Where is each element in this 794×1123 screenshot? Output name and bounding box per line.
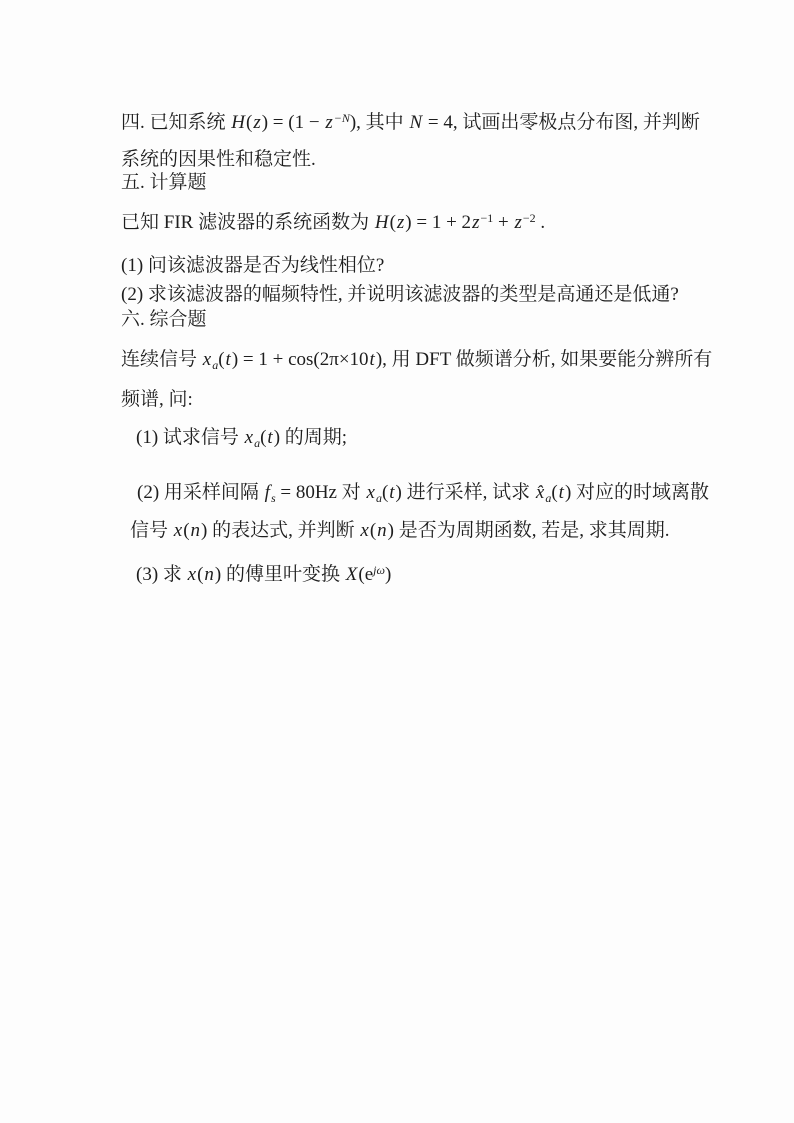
math-run: ) xyxy=(214,564,222,585)
math-superscript: −2 xyxy=(522,211,536,225)
math-variable: x xyxy=(202,349,212,370)
text-run: 对 xyxy=(336,482,366,503)
math-run: ) = 1 + cos(2π×10 xyxy=(231,349,369,370)
math-run: ) = (1 − xyxy=(261,112,325,133)
text-run: , 用 DFT 做频谱分析, 如果要能分辨所有 xyxy=(382,349,713,370)
math-variable: z xyxy=(325,112,333,133)
math-subscript: a xyxy=(545,491,552,505)
math-run: ( xyxy=(389,212,396,233)
math-run: ) = 1 + 2 xyxy=(405,212,472,233)
section5-heading xyxy=(121,172,207,194)
text-run: 连续信号 xyxy=(121,349,202,370)
math-superscript: jω xyxy=(373,563,385,577)
math-variable: x xyxy=(244,427,254,448)
math-superscript: −1 xyxy=(480,211,494,225)
math-variable: X xyxy=(345,564,358,585)
math-subscript: a xyxy=(212,358,219,372)
math-variable: t xyxy=(558,482,564,503)
section4-intro-line2 xyxy=(121,149,316,171)
math-variable: x xyxy=(360,520,369,541)
math-subscript: s xyxy=(270,491,276,505)
math-variable: x̂ xyxy=(535,482,545,503)
math-variable: H xyxy=(374,212,389,233)
math-run: ( xyxy=(246,112,253,133)
math-run: ) xyxy=(387,520,394,541)
section6-item2-line2 xyxy=(130,520,669,542)
math-run: ( xyxy=(551,482,558,503)
math-subscript: a xyxy=(375,491,382,505)
section6-item2-line1 xyxy=(137,482,709,504)
text-run: , 其中 xyxy=(356,112,409,133)
math-variable: f xyxy=(264,482,270,503)
section6-intro-line2 xyxy=(121,389,193,411)
math-variable: H xyxy=(231,112,245,133)
math-variable: n xyxy=(190,520,201,541)
section6-heading xyxy=(121,309,207,331)
text-run: 的表达式, 并判断 xyxy=(207,520,360,541)
text-run: 的周期; xyxy=(280,427,348,448)
section6-item1 xyxy=(136,427,347,449)
text-run: (3) 求 xyxy=(136,564,187,585)
math-run: ( xyxy=(260,427,267,448)
text-run: 频谱, 问: xyxy=(121,389,193,410)
math-run: ( xyxy=(218,349,225,370)
math-run: ( xyxy=(183,520,190,541)
math-run: . xyxy=(535,212,546,233)
text-run: 对应的时域离散 xyxy=(571,482,710,503)
math-run: ( xyxy=(369,520,377,541)
math-run: + xyxy=(493,212,514,233)
text-run: 已知 FIR 滤波器的系统函数为 xyxy=(121,212,374,233)
math-variable: t xyxy=(369,349,375,370)
math-run: ( xyxy=(381,482,389,503)
math-run: ) xyxy=(201,520,208,541)
text-run: 五. 计算题 xyxy=(121,172,207,193)
math-subscript: a xyxy=(254,436,261,450)
section5-item2 xyxy=(121,284,679,306)
math-variable: x xyxy=(187,564,197,585)
math-variable: t xyxy=(389,482,395,503)
text-run: (2) 用采样间隔 xyxy=(137,482,264,503)
math-run: = 4 xyxy=(423,112,453,133)
text-run: 信号 xyxy=(130,520,173,541)
math-run: ) xyxy=(564,482,572,503)
text-run: (1) 试求信号 xyxy=(136,427,244,448)
math-run: ) xyxy=(384,564,392,585)
section4-intro-line1 xyxy=(121,112,700,134)
math-variable: z xyxy=(396,212,405,233)
math-variable: z xyxy=(253,112,261,133)
math-variable: t xyxy=(267,427,273,448)
text-run: 四. 已知系统 xyxy=(121,112,231,133)
text-run: 进行采样, 试求 xyxy=(401,482,535,503)
math-variable: z xyxy=(472,212,480,233)
text-run: 的傅里叶变换 xyxy=(221,564,345,585)
math-variable: N xyxy=(409,112,423,133)
text-run: (2) 求该滤波器的幅频特性, 并说明该滤波器的类型是高通还是低通? xyxy=(121,284,679,305)
text-run: 六. 综合题 xyxy=(121,309,207,330)
math-run: ) xyxy=(395,482,402,503)
text-run: , 试画出零极点分布图, 并判断 xyxy=(452,112,700,133)
section5-given xyxy=(121,212,545,234)
text-run: 系统的因果性和稳定性. xyxy=(121,149,316,170)
section5-item1 xyxy=(121,255,384,277)
math-run: ) xyxy=(273,427,281,448)
math-run: = 80Hz xyxy=(275,482,337,503)
math-variable: z xyxy=(514,212,522,233)
math-variable: x xyxy=(366,482,375,503)
text-run: 是否为周期函数, 若是, 求其周期. xyxy=(393,520,670,541)
math-variable: x xyxy=(173,520,183,541)
math-variable: n xyxy=(204,564,214,585)
section6-intro-line1 xyxy=(121,349,712,371)
section6-item3 xyxy=(136,564,391,586)
math-run: ) xyxy=(375,349,383,370)
math-superscript: −N xyxy=(333,111,350,125)
math-run: ) xyxy=(349,112,357,133)
math-variable: n xyxy=(377,520,387,541)
math-variable: t xyxy=(225,349,231,370)
math-run: (e xyxy=(358,564,374,585)
text-run: (1) 问该滤波器是否为线性相位? xyxy=(121,255,385,276)
math-run: ( xyxy=(197,564,204,585)
